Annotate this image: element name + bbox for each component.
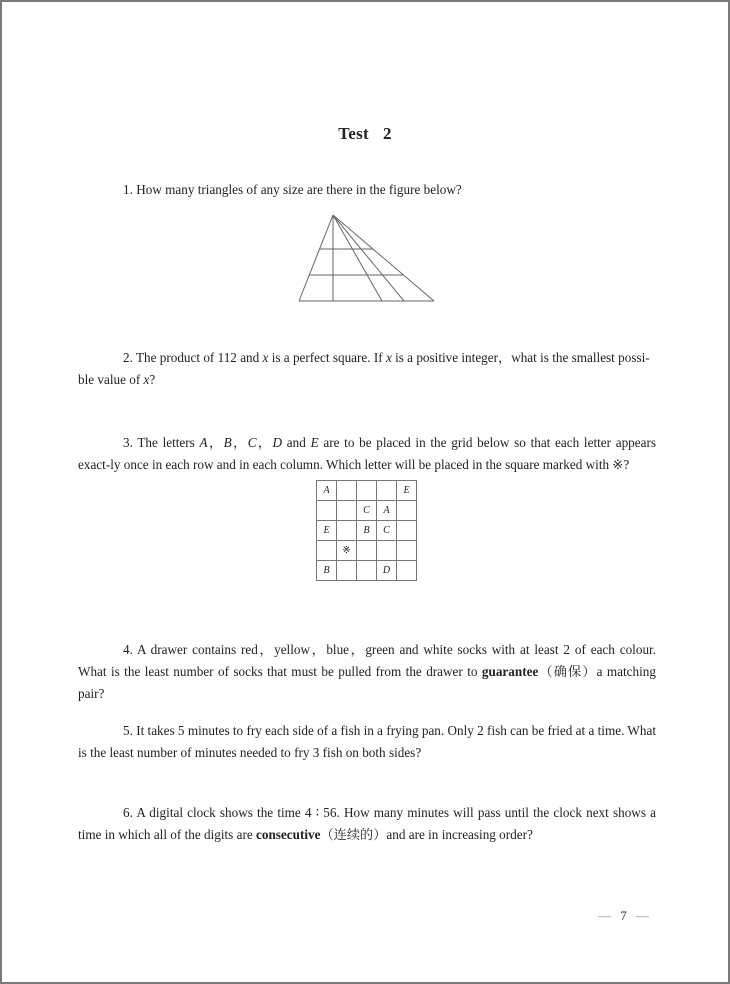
grid-cell-marked: ※ [337, 541, 357, 561]
page-number [598, 908, 649, 924]
grid-cell: D [377, 561, 397, 581]
q2-var-x: x [262, 350, 269, 365]
page-number-dash-right: — [636, 908, 649, 923]
grid-cell: B [317, 561, 337, 581]
question-1-text: 1. How many triangles of any size are there in the figure below? [123, 182, 462, 197]
q2-text-c: is a positive integer，what is the smallest possi- [391, 350, 650, 365]
q3-letter-b: B [223, 435, 232, 450]
grid-cell: B [357, 521, 377, 541]
question-6 [78, 802, 656, 846]
q2-text-e: ? [149, 372, 156, 387]
q3-letter-a: A [199, 435, 208, 450]
grid-cell: E [397, 481, 417, 501]
grid-cell [317, 501, 337, 521]
q4-bold-term: guarantee [481, 664, 539, 679]
grid-cell [357, 481, 377, 501]
grid-row [317, 521, 417, 541]
grid-cell [397, 521, 417, 541]
question-4 [78, 639, 656, 705]
q6-bold-term: consecutive [256, 827, 321, 842]
q3-letter-c: C [247, 435, 257, 450]
q2-text-d: ble value of [78, 372, 144, 387]
triangle-figure [292, 207, 442, 307]
question-5 [78, 720, 656, 764]
q2-var-x: x [385, 350, 392, 365]
q6-text-a: 6. A digital clock shows the time 4 ∶ 56. How many minutes will pass until the clock next shows a time in which all of the digits are [78, 805, 656, 842]
grid-cell [377, 541, 397, 561]
grid-cell [397, 541, 417, 561]
grid-cell [337, 481, 357, 501]
grid-cell [397, 501, 417, 521]
q3-letter-e: E [310, 435, 319, 450]
page-number-dash-left: — [598, 908, 611, 923]
q3-text-a: 3. The letters [123, 435, 200, 450]
grid-cell [337, 521, 357, 541]
triangle-right-side [333, 215, 434, 301]
grid-cell [357, 541, 377, 561]
letter-grid [316, 480, 417, 581]
page-title [2, 124, 728, 144]
question-1 [78, 179, 656, 201]
q4-text-a: 4. A drawer contains red，yellow，blue，green and white socks with at least 2 of each colour. What is the least number of socks that must be pulled from the drawer to [78, 642, 656, 679]
grid-row [317, 481, 417, 501]
q2-text-a: 2. The product of 112 and [123, 350, 263, 365]
grid-cell [337, 561, 357, 581]
title-number: 2 [383, 124, 392, 143]
q5-text: 5. It takes 5 minutes to fry each side of a fish in a frying pan. Only 2 fish can be fried at a time. What is the least number of minutes needed to fry 3 fish on both sides? [78, 723, 656, 760]
q2-var-x: x [143, 372, 150, 387]
q3-and: and [282, 435, 311, 450]
grid-cell [377, 481, 397, 501]
grid-cell [317, 541, 337, 561]
grid-cell: C [377, 521, 397, 541]
grid-cell [397, 561, 417, 581]
q3-sep: ， [256, 435, 273, 450]
triangle-ray-2 [333, 215, 404, 301]
grid-cell [337, 501, 357, 521]
grid-row [317, 561, 417, 581]
grid-cell: E [317, 521, 337, 541]
grid-cell: C [357, 501, 377, 521]
q4-text-b: （确保）a matching pair? [78, 664, 656, 701]
grid-cell [357, 561, 377, 581]
q2-text-b: is a perfect square. If [268, 350, 386, 365]
grid-cell: A [317, 481, 337, 501]
question-2 [78, 347, 656, 391]
triangle-left-side [299, 215, 333, 301]
question-3 [78, 432, 656, 476]
triangle-ray-1 [333, 215, 382, 301]
q3-letter-d: D [272, 435, 283, 450]
q3-text-b: are to be placed in the grid below so that each letter appears exact-ly once in each row and in each column. Which letter will be placed in the square marked with ※? [78, 435, 657, 472]
grid-cell: A [377, 501, 397, 521]
q3-sep: ， [231, 435, 248, 450]
grid-row [317, 541, 417, 561]
grid-row [317, 501, 417, 521]
q3-sep: ， [207, 435, 224, 450]
title-label: Test [338, 124, 369, 143]
page-number-value: 7 [620, 908, 627, 923]
q6-text-b: （连续的）and are in increasing order? [320, 827, 533, 842]
